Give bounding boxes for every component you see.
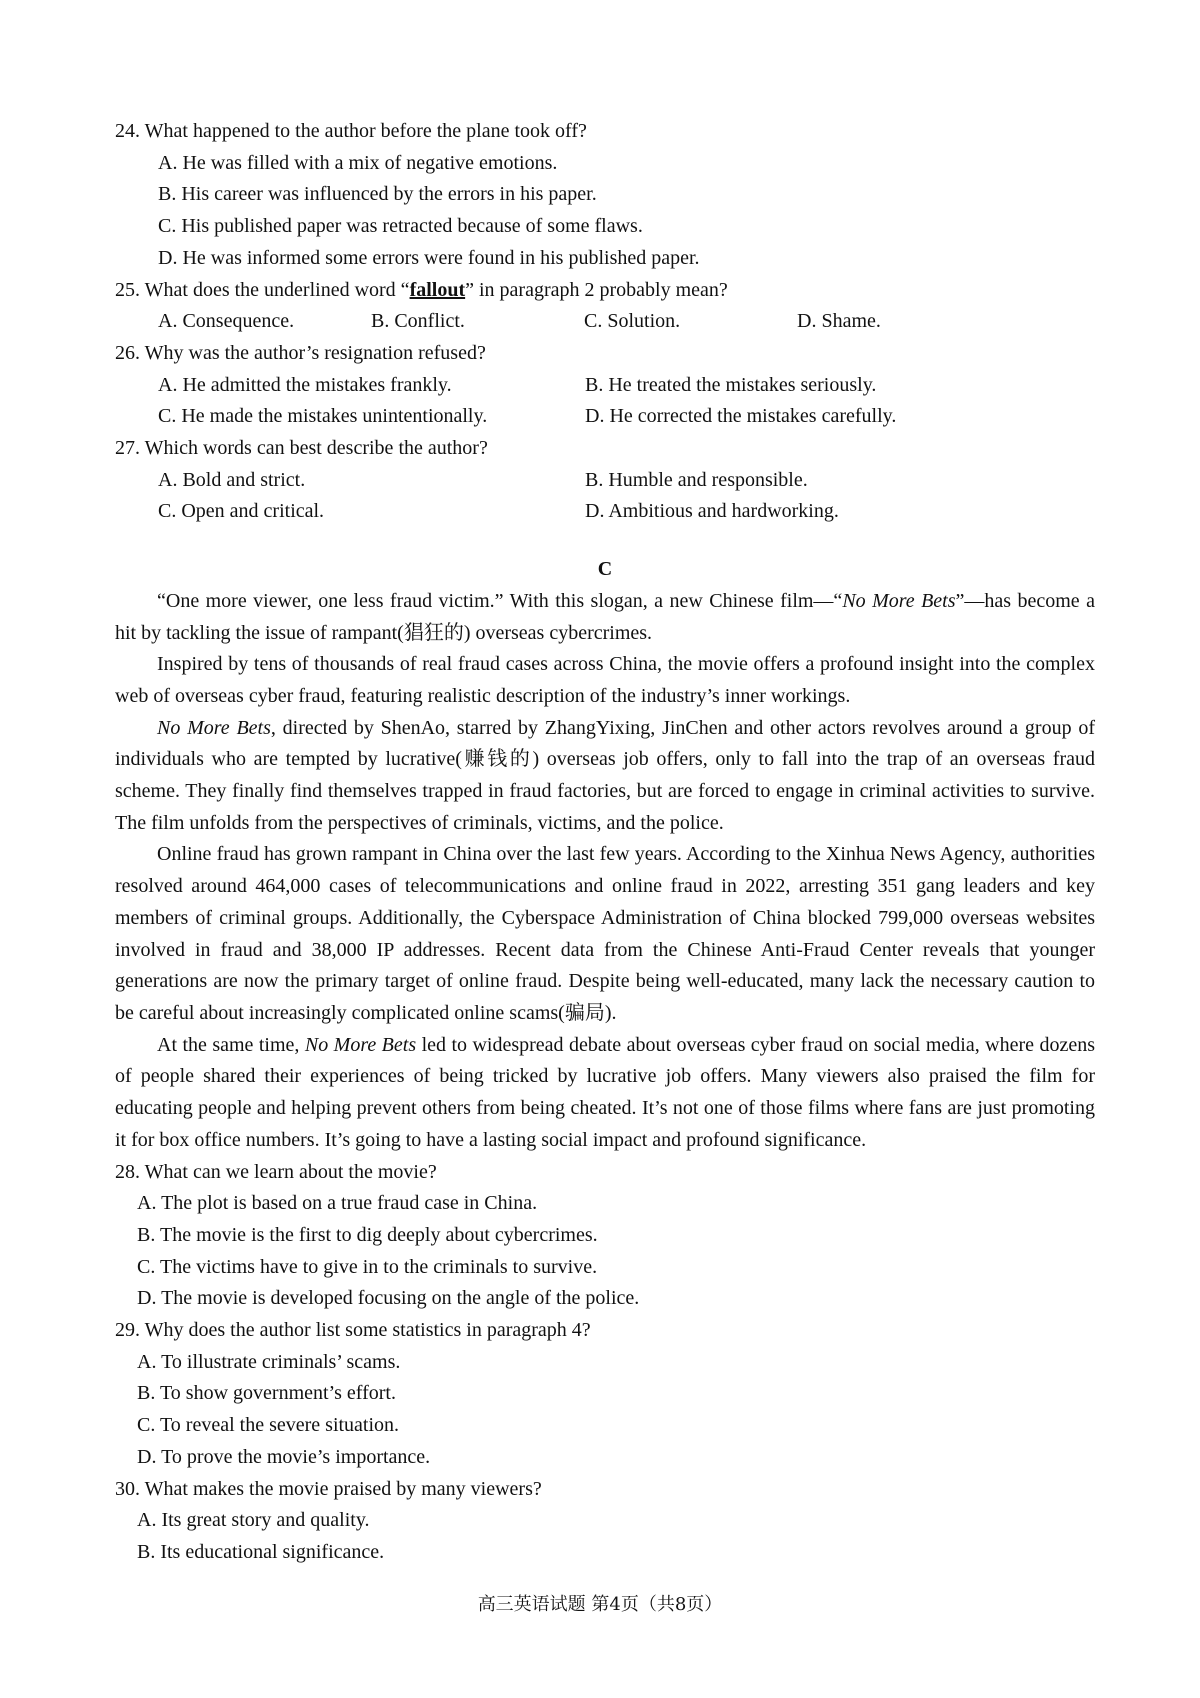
question-26-options-row-1 [158,370,1095,402]
question-25-stem-after: ” in paragraph 2 probably mean? [465,278,728,301]
paragraph-5-text-2: led to widespread debate about overseas cyber fraud on social media, where dozens of people shared their experiences of being tricked by lucrative job offers. Many viewers also praised the film for educating people and helping prevent others from being cheated. It’s not one of those films where fans are just promoting it for box office numbers. It’s going to have a lasting social impact and profound significance. [115,1033,1095,1151]
question-29-option-a: A. To illustrate criminals’ scams. [137,1350,401,1373]
question-27-option-a: A. Bold and strict. [158,468,306,491]
question-24-option-b: B. His career was influenced by the errors in his paper. [158,183,597,206]
question-29-option-b: B. To show government’s effort. [137,1382,396,1405]
question-26-options-row-2 [158,401,1095,433]
question-27-option-b: B. Humble and responsible. [585,468,808,491]
film-title: No More Bets [304,1033,417,1056]
question-30-stem: 30. What makes the movie praised by many viewers? [115,1477,542,1500]
question-30-option-b: B. Its educational significance. [137,1540,385,1563]
question-28-option-b: B. The movie is the first to dig deeply about cybercrimes. [137,1223,598,1246]
question-25-option-b: B. Conflict. [371,310,465,333]
question-25-option-d: D. Shame. [797,310,881,333]
page-footer: 高三英语试题 第4页（共8页） [477,1594,723,1615]
passage-paragraph-2: Inspired by tens of thousands of real fraud cases across China, the movie offers a profound insight into the complex web of overseas cyber fraud, featuring realistic description of the industry’s inner workings. [115,653,1095,707]
question-24-option-a: A. He was filled with a mix of negative emotions. [158,151,558,174]
paragraph-1-text-2: ”—has become a hit by tackling the issue of rampant(猖狂的) overseas cybercrimes. [115,589,1095,644]
question-29-option-c: C. To reveal the severe situation. [137,1414,400,1437]
question-27-options-row-2 [158,496,1095,528]
question-25-option-a: A. Consequence. [158,310,295,333]
question-24-option-c: C. His published paper was retracted because of some flaws. [158,215,643,238]
passage-paragraph-4: Online fraud has grown rampant in China over the last few years. According to the Xinhua News Agency, authorities resolved around 464,000 cases of telecommunications and online fraud in 2022, arresting 351 gang leaders and key members of criminal groups. Additionally, the Cyberspace Administration of China blocked 799,000 overseas websites involved in fraud and 38,000 IP addresses. Recent data from the Chinese Anti-Fraud Center reveals that younger generations are now the primary target of online fraud. Despite being well-educated, many lack the necessary caution to be careful about increasingly complicated online scams(骗局). [115,843,1095,1024]
paragraph-1-text-1: “One more viewer, one less fraud victim.” With this slogan, a new Chinese film—“ [157,589,843,612]
question-30-option-a: A. Its great story and quality. [137,1509,370,1532]
question-25-option-c: C. Solution. [584,310,681,333]
film-title: No More Bets [842,589,956,612]
question-26-option-b: B. He treated the mistakes seriously. [585,373,877,396]
question-25-stem [115,275,1095,307]
question-29-stem: 29. Why does the author list some statistics in paragraph 4? [115,1319,591,1342]
question-26-option-d: D. He corrected the mistakes carefully. [585,405,897,428]
question-29-option-d: D. To prove the movie’s importance. [137,1445,431,1468]
question-27-option-c: C. Open and critical. [158,500,325,523]
section-title: C [597,558,613,581]
paragraph-5-text-1: At the same time, [157,1033,305,1056]
passage-paragraph-3 [115,713,1095,840]
question-26-option-c: C. He made the mistakes unintentionally. [158,405,488,428]
passage-paragraph-1 [115,586,1095,649]
exam-page [115,116,1095,1569]
question-26-stem: 26. Why was the author’s resignation refused? [115,341,486,364]
question-28-option-c: C. The victims have to give in to the criminals to survive. [137,1255,598,1278]
question-27-option-d: D. Ambitious and hardworking. [585,500,839,523]
passage-paragraph-5 [115,1030,1095,1157]
question-25-options [158,306,1095,338]
film-title: No More Bets [157,716,271,739]
question-24-option-d: D. He was informed some errors were found in his published paper. [158,246,700,269]
underlined-word: fallout [409,278,466,301]
question-28-stem: 28. What can we learn about the movie? [115,1160,437,1183]
paragraph-3-text: , directed by ShenAo, starred by ZhangYixing, JinChen and other actors revolves around a group of individuals who are tempted by lucrative(赚钱的) overseas job offers, only to fall into the trap of an overseas fraud scheme. They finally find themselves trapped in fraud factories, but are forced to engage in criminal activities to survive. The film unfolds from the perspectives of criminals, victims, and the police. [115,716,1095,834]
question-25-stem-before: 25. What does the underlined word “ [115,278,410,301]
question-27-stem: 27. Which words can best describe the author? [115,437,488,460]
question-26-option-a: A. He admitted the mistakes frankly. [158,373,452,396]
question-28-option-a: A. The plot is based on a true fraud case in China. [137,1192,538,1215]
question-28-option-d: D. The movie is developed focusing on the angle of the police. [137,1287,640,1310]
question-27-options-row-1 [158,465,1095,497]
question-24-stem: 24. What happened to the author before the plane took off? [115,120,587,142]
